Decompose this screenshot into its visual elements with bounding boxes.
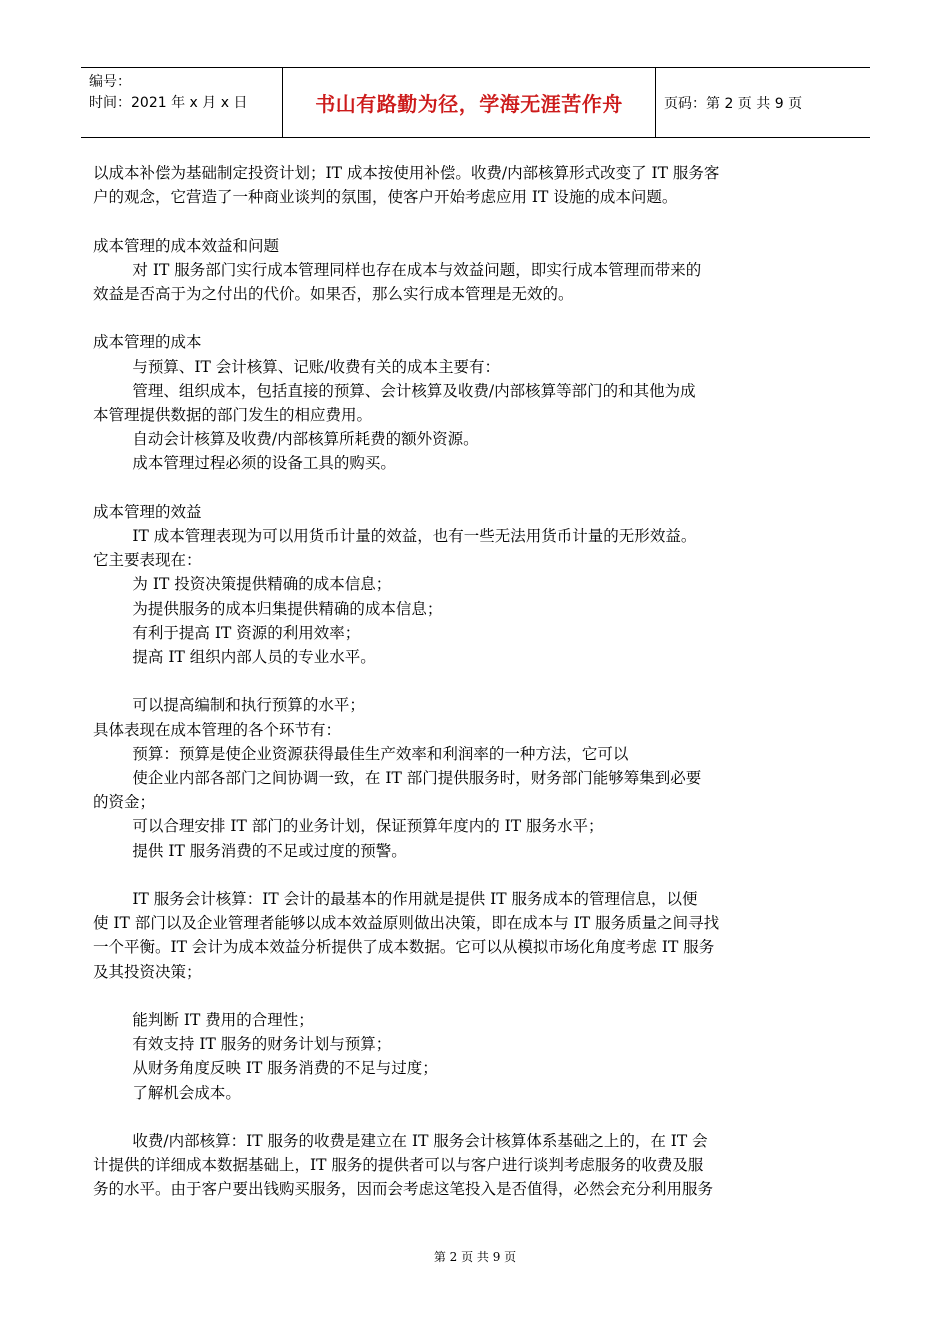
text-line: 管理、组织成本，包括直接的预算、会计核算及收费/内部核算等部门的和其他为成 (93, 381, 696, 400)
text-line: 有效支持 IT 服务的财务计划与预算； (93, 1035, 392, 1054)
text-line: 计提供的详细成本数据基础上，IT 服务的提供者可以与客户进行谈判考虑服务的收费及服 (93, 1156, 704, 1175)
text-line: 务的水平。由于客户要出钱购买服务，因而会考虑这笔投入是否值得，必然会充分利用服务 (93, 1180, 714, 1199)
text-line: 户的观念，它营造了一种商业谈判的氛围，使客户开始考虑应用 IT 设施的成本问题。 (93, 188, 678, 207)
text-line: 它主要表现在： (93, 551, 202, 570)
text-line: 以成本补偿为基础制定投资计划；IT 成本按使用补偿。收费/内部核算形式改变了 IT 服务客 (93, 164, 720, 182)
text-line: IT 服务会计核算：IT 会计的最基本的作用就是提供 IT 服务成本的管理信息，以便 (93, 890, 698, 909)
text-line: 成本管理的成本效益和问题 (93, 236, 280, 255)
text-line: 成本管理的成本 (93, 333, 202, 352)
text-line: 具体表现在成本管理的各个环节有： (93, 720, 342, 739)
text-line: 使企业内部各部门之间协调一致，在 IT 部门提供服务时，财务部门能够筹集到必要 (93, 769, 702, 788)
text-line: 成本管理的效益 (93, 502, 202, 521)
text-line: 可以提高编制和执行预算的水平； (93, 696, 365, 715)
text-line: 对 IT 服务部门实行成本管理同样也存在成本与效益问题，即实行成本管理而带来的 (93, 260, 702, 279)
text-line: 效益是否高于为之付出的代价。如果否，那么实行成本管理是无效的。 (93, 285, 574, 303)
blank-line (93, 863, 861, 887)
document-number-label: 编号： (89, 74, 131, 90)
text-line: 收费/内部核算：IT 服务的收费是建立在 IT 服务会计核算体系基础之上的，在 IT 会 (93, 1132, 708, 1151)
document-body (93, 161, 861, 1202)
header-motto: 书山有路勤为径，学海无涯苦作舟 (283, 68, 656, 137)
blank-line (93, 984, 861, 1008)
header-page-info: 页码：第 2 页 共 9 页 (664, 95, 803, 112)
blank-line (93, 306, 861, 330)
text-line: 了解机会成本。 (93, 1083, 241, 1102)
text-line: 能判断 IT 费用的合理性； (93, 1011, 314, 1030)
text-line: 成本管理过程必须的设备工具的购买。 (93, 454, 396, 473)
page-footer (0, 1248, 950, 1265)
blank-line (93, 209, 861, 233)
blank-line (93, 476, 861, 500)
text-line: 提高 IT 组织内部人员的专业水平。 (93, 648, 376, 667)
text-line: 及其投资决策； (93, 962, 202, 981)
text-line: 自动会计核算及收费/内部核算所耗费的额外资源。 (93, 430, 479, 449)
text-line: 提供 IT 服务消费的不足或过度的预警。 (93, 841, 407, 860)
text-line: 一个平衡。IT 会计为成本效益分析提供了成本数据。它可以从模拟市场化角度考虑 IT 服务 (93, 938, 715, 957)
text-line: 从财务角度反映 IT 服务消费的不足与过度； (93, 1059, 438, 1078)
footer-page-number: 第 2 页 共 9 页 (433, 1250, 517, 1264)
text-line: 为 IT 投资决策提供精确的成本信息； (93, 575, 392, 594)
text-line: 有利于提高 IT 资源的利用效率； (93, 623, 361, 642)
header-meta (81, 68, 283, 137)
blank-line (93, 1105, 861, 1129)
text-line: IT 成本管理表现为可以用货币计量的效益，也有一些无法用货币计量的无形效益。 (93, 527, 697, 545)
blank-line (93, 669, 861, 693)
text-line: 本管理提供数据的部门发生的相应费用。 (93, 406, 373, 424)
text-line: 为提供服务的成本归集提供精确的成本信息； (93, 599, 443, 618)
document-time-label: 时间：2021 年 x 月 x 日 (89, 95, 248, 111)
text-line: 使 IT 部门以及企业管理者能够以成本效益原则做出决策，即在成本与 IT 服务质量之间寻找 (93, 914, 720, 933)
page-header (81, 67, 870, 138)
text-line: 与预算、IT 会计核算、记账/收费有关的成本主要有： (93, 357, 501, 376)
text-line: 可以合理安排 IT 部门的业务计划，保证预算年度内的 IT 服务水平； (93, 817, 604, 836)
text-line: 预算：预算是使企业资源获得最佳生产效率和利润率的一种方法，它可以 (93, 744, 629, 763)
text-line: 的资金； (93, 793, 156, 812)
